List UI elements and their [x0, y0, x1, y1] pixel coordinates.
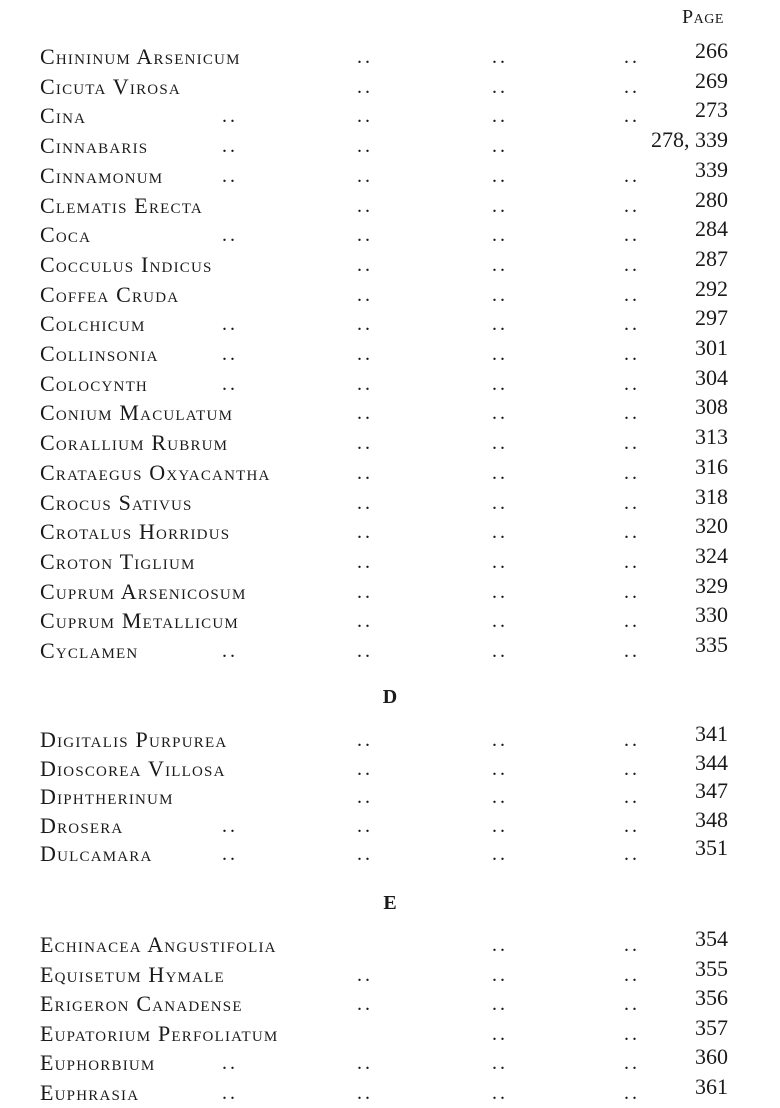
entry-name: Eupatorium Perfoliatum	[40, 1020, 279, 1046]
entry-name: Cuprum Metallicum	[40, 608, 239, 634]
leader-dots: ..	[624, 843, 640, 865]
leader-dots: ..	[624, 283, 640, 306]
index-entry	[0, 806, 780, 841]
leader-dots: ..	[357, 253, 373, 276]
entry-name: Conium Maculatum	[40, 400, 234, 426]
index-entry	[0, 721, 780, 755]
leader-dots: ..	[624, 253, 640, 276]
entry-page-number: 356	[695, 985, 728, 1011]
entry-page-number: 304	[695, 364, 728, 390]
leader-dots: ..	[492, 343, 508, 365]
leader-dots: ..	[624, 786, 640, 808]
entry-page-number: 320	[695, 513, 728, 539]
entry-page-number: 335	[695, 632, 728, 657]
leader-dots: ..	[357, 432, 373, 455]
entry-page-number: 280	[695, 186, 728, 212]
entry-name: Euphorbium	[40, 1050, 156, 1076]
entry-page-number: 313	[695, 424, 728, 450]
page-column-label: Page	[682, 6, 724, 28]
leader-dots: ..	[357, 105, 373, 128]
entry-page-number: 361	[695, 1074, 728, 1099]
leader-dots: ..	[492, 729, 508, 751]
section-heading: D	[382, 686, 398, 708]
entry-name: Echinacea Angustifolia	[40, 932, 277, 957]
entry-page-number: 355	[695, 955, 728, 981]
entry-name: Crocus Sativus	[40, 489, 193, 515]
leader-dots: ..	[492, 491, 508, 514]
leader-dots: ..	[624, 372, 640, 395]
leader-dots: ..	[222, 135, 238, 158]
leader-dots: ..	[492, 786, 508, 808]
leader-dots: ..	[624, 402, 640, 425]
entry-name: Clematis Erecta	[40, 192, 203, 218]
leader-dots: ..	[357, 757, 373, 780]
leader-dots: ..	[357, 224, 373, 247]
entry-name: Cocculus Indicus	[40, 251, 213, 277]
leader-dots: ..	[357, 283, 373, 306]
leader-dots: ..	[492, 432, 508, 455]
index-entry	[0, 835, 780, 869]
leader-dots: ..	[624, 1082, 640, 1104]
index-entry	[0, 1044, 780, 1078]
index-entry	[0, 1014, 780, 1049]
entry-page-number: 330	[695, 602, 728, 628]
leader-dots: ..	[624, 164, 640, 187]
entry-page-number: 278, 339	[651, 127, 728, 153]
entry-name: Dioscorea Villosa	[40, 755, 226, 781]
leader-dots: ..	[357, 843, 373, 865]
leader-dots: ..	[492, 993, 508, 1016]
index-entry	[0, 335, 780, 369]
index-entry	[0, 749, 780, 784]
entry-page-number: 284	[695, 216, 728, 242]
entry-name: Drosera	[40, 812, 124, 838]
index-entry	[0, 424, 780, 458]
leader-dots: ..	[624, 313, 640, 336]
entry-name: Erigeron Canadense	[40, 991, 243, 1017]
entry-name: Euphrasia	[40, 1080, 140, 1105]
leader-dots: ..	[357, 491, 373, 514]
leader-dots: ..	[357, 75, 373, 98]
leader-dots: ..	[492, 283, 508, 306]
leader-dots: ..	[624, 757, 640, 780]
index-entry	[0, 364, 780, 399]
entry-page-number: 266	[695, 38, 728, 63]
leader-dots: ..	[222, 1082, 238, 1104]
leader-dots: ..	[222, 814, 238, 837]
leader-dots: ..	[624, 75, 640, 98]
leader-dots: ..	[492, 610, 508, 633]
leader-dots: ..	[357, 46, 373, 68]
entry-page-number: 360	[695, 1044, 728, 1070]
index-entry	[0, 955, 780, 990]
leader-dots: ..	[492, 757, 508, 780]
leader-dots: ..	[357, 640, 373, 662]
index-entry	[0, 483, 780, 518]
leader-dots: ..	[624, 1022, 640, 1045]
entry-name: Coffea Cruda	[40, 281, 180, 307]
leader-dots: ..	[357, 343, 373, 365]
entry-page-number: 301	[695, 335, 728, 360]
leader-dots: ..	[624, 105, 640, 128]
entry-name: Digitalis Purpurea	[40, 727, 228, 752]
leader-dots: ..	[492, 580, 508, 603]
leader-dots: ..	[624, 610, 640, 633]
entry-page-number: 329	[695, 572, 728, 598]
index-entry	[0, 985, 780, 1019]
index-entry	[0, 245, 780, 280]
index-entry	[0, 778, 780, 812]
entry-name: Equisetum Hymale	[40, 961, 225, 987]
leader-dots: ..	[624, 934, 640, 956]
entry-page-number: 357	[695, 1014, 728, 1040]
entry-page-number: 318	[695, 483, 728, 509]
index-entry	[0, 632, 780, 666]
leader-dots: ..	[357, 814, 373, 837]
index-entry	[0, 542, 780, 577]
leader-dots: ..	[357, 1052, 373, 1075]
leader-dots: ..	[357, 461, 373, 484]
leader-dots: ..	[624, 814, 640, 837]
leader-dots: ..	[624, 550, 640, 573]
leader-dots: ..	[492, 372, 508, 395]
leader-dots: ..	[492, 46, 508, 68]
index-entry	[0, 216, 780, 250]
entry-page-number: 297	[695, 305, 728, 331]
entry-name: Cina	[40, 103, 87, 129]
leader-dots: ..	[222, 313, 238, 336]
leader-dots: ..	[624, 640, 640, 662]
leader-dots: ..	[492, 135, 508, 158]
index-entry	[0, 1074, 780, 1108]
leader-dots: ..	[357, 550, 373, 573]
entry-page-number: 341	[695, 721, 728, 746]
entry-name: Collinsonia	[40, 341, 159, 366]
leader-dots: ..	[222, 224, 238, 247]
leader-dots: ..	[222, 343, 238, 365]
entry-name: Crotalus Horridus	[40, 519, 231, 545]
entry-page-number: 351	[695, 835, 728, 860]
leader-dots: ..	[624, 993, 640, 1016]
index-entry	[0, 602, 780, 636]
leader-dots: ..	[222, 372, 238, 395]
index-entry	[0, 926, 780, 960]
entry-name: Diphtherinum	[40, 784, 174, 809]
index-entry	[0, 394, 780, 428]
entry-page-number: 324	[695, 542, 728, 568]
entry-page-number: 287	[695, 245, 728, 271]
entry-page-number: 269	[695, 67, 728, 93]
leader-dots: ..	[624, 343, 640, 365]
leader-dots: ..	[492, 521, 508, 544]
leader-dots: ..	[492, 105, 508, 128]
leader-dots: ..	[492, 194, 508, 217]
leader-dots: ..	[624, 521, 640, 544]
entry-page-number: 354	[695, 926, 728, 951]
section-heading: E	[383, 892, 397, 914]
leader-dots: ..	[492, 253, 508, 276]
leader-dots: ..	[357, 313, 373, 336]
entry-page-number: 347	[695, 778, 728, 803]
index-entry	[0, 156, 780, 191]
leader-dots: ..	[624, 963, 640, 986]
entry-name: Coca	[40, 222, 92, 248]
leader-dots: ..	[492, 814, 508, 837]
index-entry	[0, 186, 780, 221]
leader-dots: ..	[492, 402, 508, 425]
entry-name: Colchicum	[40, 311, 146, 337]
leader-dots: ..	[357, 402, 373, 425]
entry-name: Cuprum Arsenicosum	[40, 578, 247, 604]
leader-dots: ..	[624, 46, 640, 68]
leader-dots: ..	[492, 550, 508, 573]
entry-page-number: 292	[695, 275, 728, 301]
index-entry	[0, 275, 780, 310]
leader-dots: ..	[357, 372, 373, 395]
entry-name: Croton Tiglium	[40, 548, 196, 574]
leader-dots: ..	[492, 934, 508, 956]
entry-name: Corallium Rubrum	[40, 430, 229, 456]
leader-dots: ..	[492, 224, 508, 247]
entry-page-number: 273	[695, 97, 728, 123]
leader-dots: ..	[492, 1052, 508, 1075]
entry-page-number: 348	[695, 806, 728, 832]
leader-dots: ..	[624, 580, 640, 603]
entry-page-number: 339	[695, 156, 728, 182]
leader-dots: ..	[624, 224, 640, 247]
leader-dots: ..	[222, 164, 238, 187]
leader-dots: ..	[492, 640, 508, 662]
leader-dots: ..	[357, 729, 373, 751]
leader-dots: ..	[357, 135, 373, 158]
leader-dots: ..	[222, 640, 238, 662]
leader-dots: ..	[492, 461, 508, 484]
leader-dots: ..	[492, 843, 508, 865]
leader-dots: ..	[624, 1052, 640, 1075]
index-entry	[0, 513, 780, 547]
entry-name: Cyclamen	[40, 638, 139, 663]
leader-dots: ..	[624, 432, 640, 455]
entry-page-number: 344	[695, 749, 728, 775]
leader-dots: ..	[492, 164, 508, 187]
entry-name: Cicuta Virosa	[40, 73, 181, 99]
index-entry	[0, 67, 780, 102]
entry-name: Colocynth	[40, 370, 148, 396]
leader-dots: ..	[492, 1022, 508, 1045]
leader-dots: ..	[492, 313, 508, 336]
leader-dots: ..	[357, 164, 373, 187]
leader-dots: ..	[357, 1082, 373, 1104]
leader-dots: ..	[492, 1082, 508, 1104]
leader-dots: ..	[357, 194, 373, 217]
index-entry	[0, 453, 780, 488]
index-entry	[0, 572, 780, 607]
leader-dots: ..	[222, 843, 238, 865]
leader-dots: ..	[357, 580, 373, 603]
leader-dots: ..	[624, 491, 640, 514]
leader-dots: ..	[624, 194, 640, 217]
leader-dots: ..	[624, 461, 640, 484]
entry-name: Cinnamonum	[40, 162, 164, 188]
index-entry	[0, 305, 780, 339]
leader-dots: ..	[357, 786, 373, 808]
leader-dots: ..	[357, 610, 373, 633]
leader-dots: ..	[222, 1052, 238, 1075]
entry-name: Cinnabaris	[40, 133, 149, 159]
entry-page-number: 308	[695, 394, 728, 420]
leader-dots: ..	[624, 729, 640, 751]
entry-page-number: 316	[695, 453, 728, 479]
leader-dots: ..	[357, 521, 373, 544]
entry-name: Crataegus Oxyacantha	[40, 459, 271, 485]
index-entry	[0, 38, 780, 72]
index-entry	[0, 127, 780, 161]
leader-dots: ..	[222, 105, 238, 128]
leader-dots: ..	[357, 963, 373, 986]
leader-dots: ..	[357, 993, 373, 1016]
leader-dots: ..	[492, 963, 508, 986]
entry-name: Dulcamara	[40, 841, 153, 866]
leader-dots: ..	[492, 75, 508, 98]
entry-name: Chininum Arsenicum	[40, 44, 241, 69]
